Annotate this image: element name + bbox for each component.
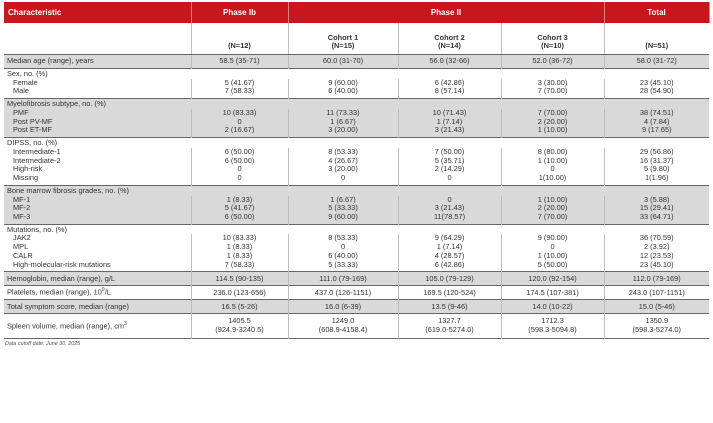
row-label: High-molecular-risk mutations — [4, 261, 191, 272]
cell-value: 2 (20.00) — [501, 204, 604, 213]
subheader-row — [4, 23, 709, 55]
cell-value: 0 — [288, 174, 398, 185]
cell-value: 8 (53.33) — [288, 234, 398, 243]
cell-value: 29 (56.86) — [639, 146, 674, 156]
table-row — [4, 234, 709, 243]
cell-value: 5 (41.67) — [191, 204, 288, 213]
row-label: MF-1 — [4, 196, 191, 205]
cell-value: 1 (8.33) — [191, 252, 288, 261]
section-hemoglobin — [4, 272, 709, 286]
section-mutations — [4, 224, 709, 272]
table-row — [4, 213, 709, 224]
cell-value — [191, 314, 288, 338]
cell-value: 1(10.00) — [501, 174, 604, 185]
cell-value: 0 — [501, 165, 604, 174]
cell-value: 52.0 (36-72) — [501, 55, 604, 69]
cell-value: 8 (57.14) — [398, 87, 501, 98]
cell-value: 2 (16.67) — [191, 126, 288, 137]
cell-value: 7 (70.00) — [501, 213, 604, 224]
cell-value: 12 (23.53) — [639, 250, 674, 260]
row-label — [4, 286, 191, 300]
platelets-label-text: Platelets, median (range), 10 — [7, 287, 102, 297]
row-label: Intermediate-2 — [4, 157, 191, 166]
cell-value: 1 (10.00) — [501, 126, 604, 137]
cell-value: 6 (50.00) — [191, 213, 288, 224]
cell-value: 2 (14.29) — [398, 165, 501, 174]
table-row — [4, 314, 709, 338]
cell-value: 60.0 (31-70) — [288, 55, 398, 69]
table-row — [4, 126, 709, 137]
cohort1-label: Cohort 1 — [327, 32, 359, 42]
cell-value: 114.5 (90-135) — [191, 272, 288, 286]
cell-value: 1 (10.00) — [501, 157, 604, 166]
cohort3-label: Cohort 3 — [537, 32, 568, 42]
cell-value: 4 (26.67) — [288, 157, 398, 166]
cohort3-header — [501, 23, 604, 55]
section-dipss — [4, 138, 709, 186]
spleen-median: 1249.0 — [331, 316, 355, 326]
row-label: Median age (range), years — [4, 55, 191, 69]
baseline-characteristics-table-container — [4, 2, 709, 347]
cell-value — [398, 314, 501, 338]
cell-value: 6 (40.00) — [288, 87, 398, 98]
cell-value: 105.0 (79-129) — [398, 272, 501, 286]
section-myelofibrosis-subtype — [4, 99, 709, 138]
cell-value: 9 (90.00) — [501, 234, 604, 243]
cell-value: 4 (28.57) — [398, 252, 501, 261]
cell-value: 120.0 (92-154) — [501, 272, 604, 286]
cell-value: 28 (54.90) — [639, 86, 674, 96]
cell-value: 0 — [288, 243, 398, 252]
row-label: CALR — [4, 252, 191, 261]
cell-value: 0 — [398, 196, 501, 205]
cell-value: 14.0 (10-22) — [501, 300, 604, 314]
table-row — [4, 272, 709, 286]
section-title: Myelofibrosis subtype, no. (%) — [4, 99, 709, 109]
cohort1-header — [288, 23, 398, 55]
n-cohort3: (N=10) — [541, 41, 564, 51]
section-title: DIPSS, no. (%) — [7, 138, 58, 148]
header-characteristic: Characteristic — [4, 2, 191, 23]
subheader-blank — [4, 23, 191, 55]
cell-value: 3 (20.00) — [288, 126, 398, 137]
section-sex — [4, 69, 709, 99]
table-row — [4, 286, 709, 300]
cell-value: 8 (53.33) — [288, 148, 398, 157]
cell-value: 1 (8.33) — [191, 243, 288, 252]
cell-value: 437.0 (126-1151) — [288, 286, 398, 300]
cell-value: 6 (42.86) — [398, 79, 501, 88]
cell-value: 9 (60.00) — [288, 79, 398, 88]
cell-value: 0 — [398, 174, 501, 185]
footnote: Data cutoff date: June 30, 2025 — [5, 340, 81, 347]
cell-value — [604, 314, 709, 338]
cell-value: 13.5 (9-46) — [398, 300, 501, 314]
table-row — [4, 300, 709, 314]
cell-value: 6 (40.00) — [288, 252, 398, 261]
header-total: Total — [604, 2, 709, 23]
cell-value: 1 (10.00) — [501, 196, 604, 205]
cell-value: 5 (35.71) — [398, 157, 501, 166]
row-label: Post PV-MF — [4, 118, 191, 127]
n-total: (N=51) — [604, 23, 709, 55]
cell-value — [501, 314, 604, 338]
cell-value: 174.5 (107-381) — [501, 286, 604, 300]
cell-value: 56.0 (32-66) — [398, 55, 501, 69]
cell-value: 33 (64.71) — [604, 213, 709, 224]
cell-value: 0 — [501, 243, 604, 252]
spleen-range: (619.0-5274.0) — [425, 325, 474, 335]
cell-value — [288, 314, 398, 338]
section-platelets — [4, 286, 709, 300]
section-spleen-volume — [4, 314, 709, 338]
section-title: Sex, no. (%) — [7, 69, 48, 78]
spleen-range: (598.3-5094.8) — [528, 325, 577, 335]
platelets-label-unit: /L — [104, 287, 111, 297]
cell-value: 15.0 (5-46) — [604, 300, 709, 314]
cell-value: 58.0 (31-72) — [604, 55, 709, 69]
table-header — [4, 2, 709, 23]
cell-value: 16.0 (6-39) — [288, 300, 398, 314]
cell-value: 3 (21.43) — [398, 126, 501, 137]
row-label: MPL — [4, 243, 191, 252]
cell-value: 38 (74.51) — [604, 109, 709, 118]
n-cohort1: (N=15) — [331, 41, 355, 51]
row-label: PMF — [4, 109, 191, 118]
cell-value: 112.0 (79-169) — [604, 272, 709, 286]
section-bone-marrow-fibrosis — [4, 185, 709, 224]
cell-value: 3 (21.43) — [398, 204, 501, 213]
cell-value: 9 (64.29) — [398, 234, 501, 243]
table-row — [4, 174, 709, 185]
cell-value: 8 (80.00) — [501, 148, 604, 157]
cell-value: 10 (83.33) — [191, 234, 288, 243]
cell-value: 2 (3.92) — [644, 242, 670, 252]
cell-value: 6 (50.00) — [191, 157, 288, 166]
cell-value: 23 (45.10) — [639, 259, 674, 269]
row-label: Total symptom score, median (range) — [4, 300, 191, 314]
cell-value: 36 (70.59) — [639, 233, 674, 243]
cell-value: 7 (70.00) — [501, 87, 604, 98]
cell-value: 5 (41.67) — [191, 79, 288, 88]
cell-value: 9 (60.00) — [288, 213, 398, 224]
cell-value: 16.5 (5-26) — [191, 300, 288, 314]
cell-value: 6 (50.00) — [191, 148, 288, 157]
row-label: Hemoglobin, median (range), g/L — [4, 272, 191, 286]
row-label: JAK2 — [4, 234, 191, 243]
platelets-label-exponent: 9 — [101, 287, 105, 294]
cell-value: 1 (8.33) — [191, 196, 288, 205]
cell-value: 10 (83.33) — [191, 109, 288, 118]
row-label: Missing — [4, 174, 191, 185]
cell-value: 0 — [191, 174, 288, 185]
spleen-label-exponent: 3 — [124, 320, 127, 327]
spleen-median: 1327.7 — [438, 316, 461, 326]
cell-value: 7 (58.33) — [191, 261, 288, 272]
cell-value: 58.5 (35-71) — [191, 55, 288, 69]
cell-value: 16 (31.37) — [639, 155, 674, 165]
cell-value: 7 (70.00) — [501, 109, 604, 118]
spleen-median: 1405.5 — [228, 316, 251, 326]
cell-value: 1 (6.67) — [288, 196, 398, 205]
cell-value: 1 (6.67) — [288, 118, 398, 127]
section-title-row — [4, 185, 709, 195]
cell-value: 23 (45.10) — [639, 77, 674, 87]
cell-value: 0 — [191, 165, 288, 174]
cell-value: 7 (58.33) — [191, 87, 288, 98]
section-title: Bone marrow fibrosis grades, no. (%) — [4, 185, 709, 195]
cell-value: 4 (7.84) — [604, 118, 709, 127]
cell-value: 7 (50.00) — [398, 148, 501, 157]
cell-value: 3 (20.00) — [288, 165, 398, 174]
table-row — [4, 165, 709, 174]
n-cohort2: (N=14) — [438, 41, 461, 51]
row-label: Male — [4, 87, 191, 98]
spleen-label-text: Spleen volume, median (range), cm — [7, 321, 125, 331]
cell-value: 1 (10.00) — [501, 252, 604, 261]
row-label: Female — [4, 79, 191, 88]
section-title: Mutations, no. (%) — [7, 224, 67, 234]
n-phase-ib: (N=12) — [191, 23, 288, 55]
cell-value: 1 (7.14) — [398, 118, 501, 127]
header-phase-ib: Phase Ib — [191, 2, 288, 23]
cell-value: 3 (5.88) — [604, 196, 709, 205]
table-row — [4, 109, 709, 118]
cell-value: 15 (29.41) — [604, 204, 709, 213]
cell-value: 243.0 (107-1151) — [628, 287, 685, 297]
spleen-range: (924.9-3240.5) — [215, 325, 264, 335]
table-row — [4, 87, 709, 98]
cell-value: 5 (50.00) — [501, 261, 604, 272]
spleen-range: (598.3-5274.0) — [632, 325, 681, 335]
row-label: MF-3 — [4, 213, 191, 224]
cell-value: 11 (73.33) — [288, 109, 398, 118]
row-label: Post ET-MF — [4, 126, 191, 137]
spleen-median: 1350.9 — [645, 316, 669, 326]
cell-value: 3 (30.00) — [501, 79, 604, 88]
cell-value: 0 — [191, 118, 288, 127]
table-row — [4, 55, 709, 69]
spleen-median: 1712.3 — [541, 316, 564, 326]
table-row — [4, 261, 709, 272]
cell-value: 1(1.96) — [645, 173, 669, 183]
section-median-age — [4, 55, 709, 69]
baseline-characteristics-table — [4, 2, 710, 339]
cell-value: 6 (42.86) — [398, 261, 501, 272]
row-label — [4, 314, 191, 338]
row-label: Intermediate-1 — [4, 148, 191, 157]
cohort2-header — [398, 23, 501, 55]
spleen-range: (608.9-4158.4) — [318, 325, 368, 335]
cell-value: 10 (71.43) — [398, 109, 501, 118]
cell-value: 236.0 (123-656) — [191, 286, 288, 300]
cell-value: 11(78.57) — [398, 213, 501, 224]
row-label: MF-2 — [4, 204, 191, 213]
cohort2-label: Cohort 2 — [434, 32, 465, 42]
section-total-symptom-score — [4, 300, 709, 314]
cell-value: 169.5 (120-524) — [398, 286, 501, 300]
row-label: High-risk — [4, 165, 191, 174]
cell-value: 5 (9.80) — [644, 164, 670, 174]
cell-value: 5 (33.33) — [288, 261, 398, 272]
cell-value: 5 (33.33) — [288, 204, 398, 213]
cell-value: 9 (17.65) — [604, 126, 709, 137]
cell-value: 111.0 (79-169) — [288, 272, 398, 286]
cell-value: 1 (7.14) — [398, 243, 501, 252]
header-phase-ii: Phase II — [288, 2, 604, 23]
cell-value: 2 (20.00) — [501, 118, 604, 127]
